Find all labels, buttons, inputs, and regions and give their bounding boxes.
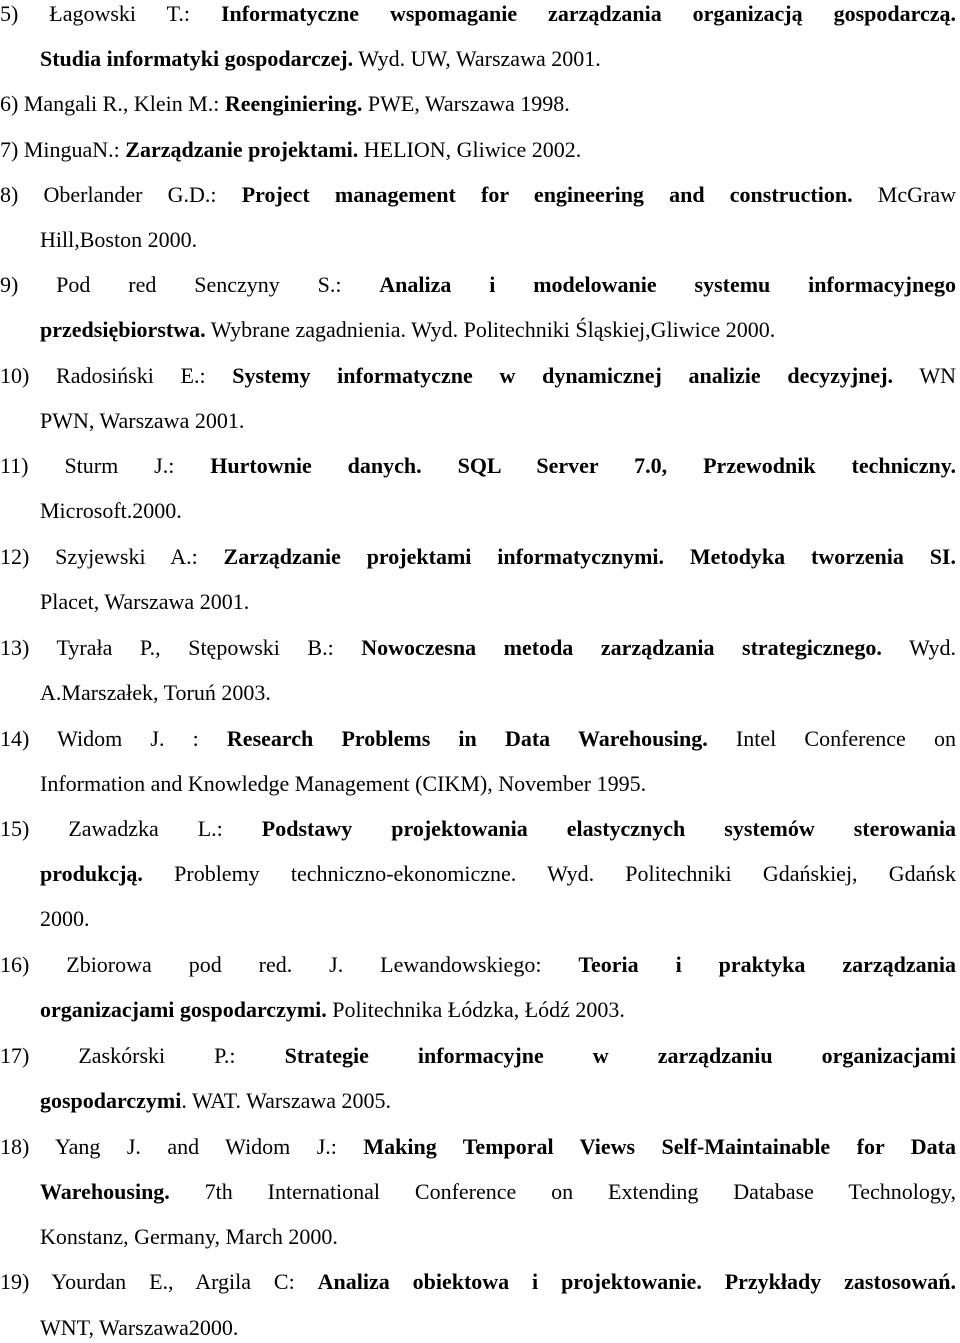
reference-text-segment: 2000. [40, 906, 90, 931]
reference-title-segment: Analiza i modelowanie systemu informacyjnego [379, 272, 957, 297]
reference-title-segment: Systemy informatyczne w dynamicznej analizie decyzyjnej. [232, 363, 894, 388]
reference-continuation-line [40, 407, 956, 435]
reference-text-segment: HELION, Gliwice 2002. [358, 137, 582, 162]
reference-first-line [0, 271, 956, 299]
reference-first-line [0, 1042, 956, 1070]
reference-text-segment: WNT, Warszawa2000. [40, 1315, 239, 1340]
reference-text-segment: 16) Zbiorowa pod red. J. Lewandowskiego: [0, 952, 579, 977]
reference-text-segment: A.Marszałek, Toruń 2003. [40, 680, 271, 705]
reference-text-segment: WN [893, 363, 956, 388]
reference-title-segment: Reenginiering. [224, 91, 363, 116]
reference-text-segment: 18) Yang J. and Widom J.: [0, 1134, 364, 1159]
reference-text-segment: Problemy techniczno-ekonomiczne. Wyd. Politechniki Gdańskiej, Gdańsk [142, 861, 956, 886]
reference-continuation-line [40, 679, 956, 707]
reference-continuation-line [40, 770, 956, 798]
reference-text-segment: Hill,Boston 2000. [40, 227, 198, 252]
reference-title-segment: organizacjami gospodarczymi. [40, 997, 327, 1022]
reference-text-segment: 13) Tyrała P., Stępowski B.: [0, 635, 362, 660]
reference-text-segment: 5) Łagowski T.: [0, 1, 221, 26]
reference-text-segment: Wyd. [881, 635, 957, 660]
reference-title-segment: Making Temporal Views Self-Maintainable for Data [363, 1134, 956, 1159]
reference-first-line [0, 452, 956, 480]
reference-first-line [0, 181, 956, 209]
reference-first-line [0, 543, 956, 571]
reference-first-line [0, 1133, 956, 1161]
reference-continuation-line [40, 45, 956, 73]
reference-text-segment: Wyd. UW, Warszawa 2001. [353, 46, 601, 71]
reference-text-segment: 7th International Conference on Extending Database Technology, [169, 1179, 956, 1204]
reference-text-segment: 6) Mangali R., Klein M.: [0, 91, 225, 116]
reference-text-segment: Intel Conference on [707, 726, 956, 751]
reference-title-segment: Teoria i praktyka zarządzania [578, 952, 956, 977]
reference-title-segment: przedsiębiorstwa. [40, 317, 206, 342]
reference-continuation-line [40, 860, 956, 888]
reference-text-segment: PWE, Warszawa 1998. [362, 91, 570, 116]
reference-title-segment: Hurtownie danych. SQL Server 7.0, Przewodnik techniczny. [210, 453, 956, 478]
reference-continuation-line [40, 497, 956, 525]
reference-continuation-line [40, 905, 956, 933]
reference-first-line [0, 90, 956, 118]
reference-title-segment: Analiza obiektowa i projektowanie. Przykłady zastosowań. [317, 1269, 956, 1294]
reference-title-segment: Strategie informacyjne w zarządzaniu organizacjami [284, 1043, 956, 1068]
reference-text-segment: 12) Szyjewski A.: [0, 544, 224, 569]
reference-title-segment: Zarządzanie projektami informatycznymi. Metodyka tworzenia SI. [223, 544, 956, 569]
reference-title-segment: produkcją. [40, 861, 143, 886]
reference-first-line [0, 634, 956, 662]
reference-title-segment: gospodarczymi [40, 1088, 182, 1113]
reference-first-line [0, 951, 956, 979]
reference-continuation-line [40, 316, 956, 344]
reference-continuation-line [40, 996, 956, 1024]
reference-text-segment: 15) Zawadzka L.: [0, 816, 262, 841]
reference-continuation-line [40, 588, 956, 616]
reference-title-segment: Warehousing. [40, 1179, 170, 1204]
reference-text-segment: Microsoft.2000. [40, 498, 182, 523]
reference-title-segment: Informatyczne wspomaganie zarządzania organizacją gospodarczą. [220, 1, 956, 26]
reference-first-line [0, 815, 956, 843]
reference-title-segment: Project management for engineering and construction. [241, 182, 853, 207]
reference-text-segment: 8) Oberlander G.D.: [0, 182, 242, 207]
reference-first-line [0, 1268, 956, 1296]
reference-text-segment: Konstanz, Germany, March 2000. [40, 1224, 338, 1249]
reference-text-segment: PWN, Warszawa 2001. [40, 408, 245, 433]
reference-first-line [0, 136, 956, 164]
reference-continuation-line [40, 1178, 956, 1206]
reference-text-segment: Information and Knowledge Management (CIKM), November 1995. [40, 771, 647, 796]
reference-text-segment: Placet, Warszawa 2001. [40, 589, 250, 614]
reference-text-segment: 7) MinguaN.: [0, 137, 126, 162]
reference-title-segment: Podstawy projektowania elastycznych systemów sterowania [261, 816, 956, 841]
reference-text-segment: 17) Zaskórski P.: [0, 1043, 285, 1068]
reference-title-segment: Zarządzanie projektami. [125, 137, 359, 162]
reference-first-line [0, 0, 956, 28]
reference-continuation-line [40, 1314, 956, 1342]
reference-text-segment: . WAT. Warszawa 2005. [181, 1088, 391, 1113]
reference-text-segment: Politechnika Łódzka, Łódź 2003. [326, 997, 625, 1022]
reference-text-segment: 9) Pod red Senczyny S.: [0, 272, 380, 297]
reference-title-segment: Research Problems in Data Warehousing. [226, 726, 708, 751]
reference-continuation-line [40, 1087, 956, 1115]
reference-text-segment: Wybrane zagadnienia. Wyd. Politechniki Śląskiej,Gliwice 2000. [205, 317, 776, 342]
reference-title-segment: Studia informatyki gospodarczej. [40, 46, 354, 71]
reference-text-segment: 19) Yourdan E., Argila C: [0, 1269, 318, 1294]
reference-title-segment: Nowoczesna metoda zarządzania strategicznego. [361, 635, 882, 660]
reference-first-line [0, 725, 956, 753]
reference-text-segment: 10) Radosiński E.: [0, 363, 233, 388]
reference-continuation-line [40, 1223, 956, 1251]
reference-continuation-line [40, 226, 956, 254]
reference-text-segment: McGraw [852, 182, 956, 207]
reference-text-segment: 11) Sturm J.: [0, 453, 211, 478]
reference-first-line [0, 362, 956, 390]
reference-text-segment: 14) Widom J. : [0, 726, 227, 751]
